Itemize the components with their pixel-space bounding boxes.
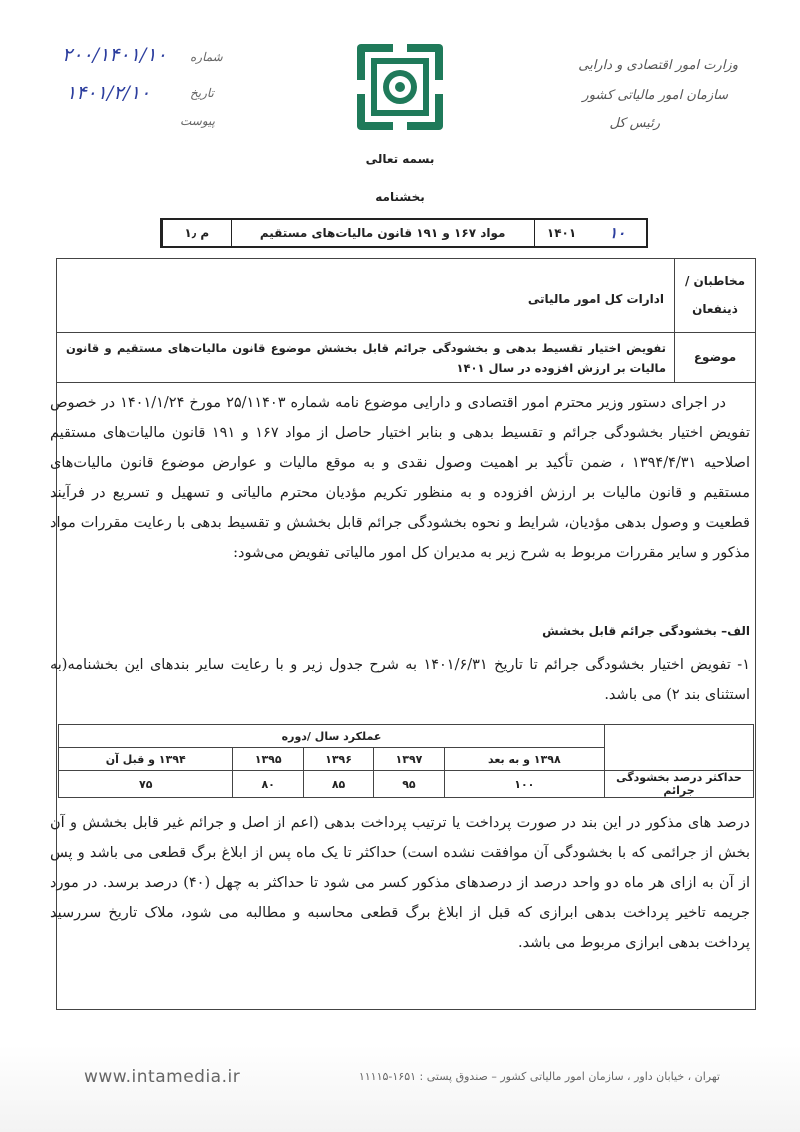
label-column-divider: [674, 258, 675, 382]
ministry-name: وزارت امور اقتصادی و دارایی: [578, 58, 738, 73]
footer-website-link[interactable]: www.intamedia.ir: [84, 1067, 241, 1087]
subject-label: موضوع: [693, 350, 737, 364]
circular-info-bar: [160, 218, 648, 248]
page-count: م ۱٫: [162, 220, 231, 246]
circular-year: ۱۴۰۱: [534, 220, 589, 246]
letter-number-label: شماره: [190, 50, 223, 64]
tax-organization-logo: [355, 42, 445, 132]
table-cell: ۸۵: [303, 771, 373, 798]
table-cell: ۱۰۰: [444, 771, 604, 798]
penalty-waiver-table: [58, 724, 754, 798]
table-cell: ۸۰: [233, 771, 303, 798]
circular-subject: مواد ۱۶۷ و ۱۹۱ قانون مالیات‌های مستقیم: [231, 220, 534, 246]
table-row-label: حداکثر درصد بخشودگی جرائم: [605, 771, 754, 798]
divider-addressees: [56, 332, 756, 333]
organization-name: سازمان امور مالیاتی کشور: [582, 88, 728, 103]
after-table-paragraph: درصد های مذکور در این بند در صورت پرداخت یا ترتیب پرداخت بدهی (اعم از اصل و جرائم غیر قابل بخشش و آن بخش از جرائمی که با بخشودگی آن موافقت نشده است) حداکثر تا یک ماه پس از ابلاغ برگ قطعی می باشد و پس از آن به ازای هر ماه دو واحد درصد از درصدهای مذکور کسر می شود تا حداکثر به چهل (۴۰) درصد برسد. در مورد جریمه تاخیر پرداخت بدهی ابرازی که قبل از ابلاغ برگ قطعی محاسبه و مطالبه می شود، ملاک تاریخ سررسید پرداخت بدهی ابرازی مربوط می باشد.: [50, 815, 750, 951]
addressees-value: ادارات کل امور مالیاتی: [527, 292, 664, 306]
subject-value: تفویض اختیار تقسیط بدهی و بخشودگی جرائم قابل بخشش موضوع قانون مالیات‌های مستقیم و قانون مالیات بر ارزش افزوده در سال ۱۴۰۱: [66, 341, 666, 375]
attachment-label: پیوست: [180, 114, 215, 128]
table-group-header: عملکرد سال /دوره: [59, 725, 605, 748]
document-type: بخشنامه: [375, 190, 425, 204]
letter-number: ۲۰۰/۱۴۰۱/۱۰: [62, 44, 167, 66]
table-col-header: ۱۳۹۵: [233, 748, 303, 771]
table-cell: ۹۵: [374, 771, 444, 798]
letter-date-label: تاریخ: [190, 86, 214, 100]
table-corner-cell: [605, 725, 754, 771]
table-col-header: ۱۳۹۸ و به بعد: [444, 748, 604, 771]
item-1-text: ۱- تفویض اختیار بخشودگی جرائم تا تاریخ ۱۴۰۱/۶/۳۱ به شرح جدول زیر و با رعایت سایر بندهای این بخشنامه(به استثنای بند ۲) می باشد.: [50, 657, 750, 703]
table-col-header: ۱۳۹۶: [303, 748, 373, 771]
section-a-title: الف– بخشودگی جرائم قابل بخشش: [542, 624, 750, 638]
addressees-label-1: مخاطبان /: [684, 274, 746, 288]
head-title: رئیس کل: [609, 116, 660, 131]
body-intro: در اجرای دستور وزیر محترم امور اقتصادی و دارایی موضوع نامه شماره ۲۵/۱۱۴۰۳ مورخ ۱۴۰۱/۱/۲۴ در خصوص تفویض اختیار بخشودگی جرائم و تقسیط بدهی و بنابر اختیار حاصل از مواد ۱۶۷ و ۱۹۱ قانون مالیات‌های مستقیم اصلاحیه ۱۳۹۴/۴/۳۱ ، ضمن تأکید بر اهمیت وصول نقدی و به موقع مالیات و عوارض موضوع قانون مالیات‌های مستقیم و قانون مالیات بر ارزش افزوده و به منظور تکریم مؤدیان محترم مالیاتی و تسهیل و تسریع در فرآیند قطعیت و وصول بدهی مؤدیان، شرایط و نحوه بخشودگی جرائم قابل بخشش و تقسیط بدهی با رعایت مقررات مواد مذکور و سایر مقررات مربوط به شرح زیر به مدیران کل امور مالیاتی تفویض می‌شود:: [50, 395, 750, 561]
footer-band: [0, 1045, 800, 1132]
table-col-header: ۱۳۹۴ و قبل آن: [59, 748, 233, 771]
footer-address: تهران ، خیابان داور ، سازمان امور مالیاتی کشور – صندوق پستی : ۱۶۵۱-۱۱۱۱۵: [358, 1070, 720, 1083]
circular-number: ۱۰: [609, 224, 626, 242]
table-col-header: ۱۳۹۷: [374, 748, 444, 771]
table-cell: ۷۵: [59, 771, 233, 798]
divider-subject: [56, 382, 756, 383]
bismillah-heading: بسمه تعالی: [365, 152, 435, 166]
addressees-label-2: ذینفعان: [692, 302, 738, 316]
letter-date: ۱۴۰۱/۲/۱۰: [66, 82, 151, 104]
